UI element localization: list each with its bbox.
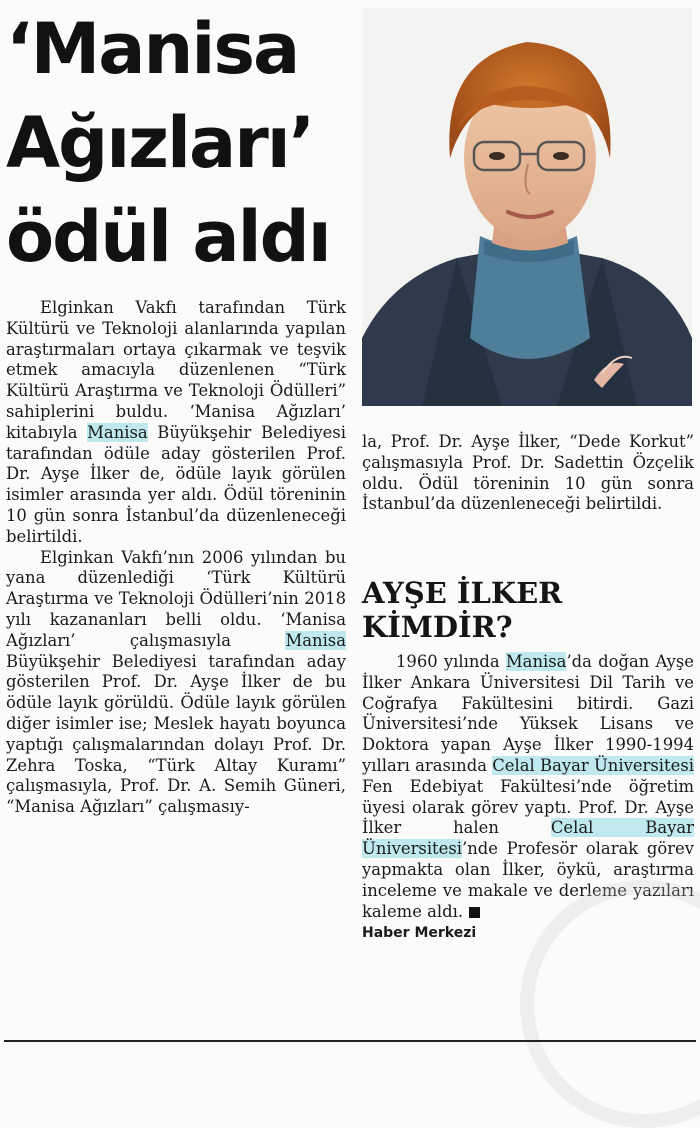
- bio-text-2: ’da doğan Ayşe İlker Ankara Üniversitesi Dil Tarih ve Coğrafya Fakültesini bitirdi. Gazi Üniversitesi’nde Yüksek Lisans ve Doktora yapan Ayşe İlker 1990-1994 yılları arasında: [362, 652, 694, 775]
- paragraph-1: [6, 298, 346, 548]
- byline: Haber Merkezi: [362, 925, 477, 942]
- highlight-manisa-1: Manisa: [87, 422, 148, 442]
- paragraph-2-text-b: Büyükşehir Belediyesi tarafından aday gösterilen Prof. Dr. Ayşe İlker de bu ödüle layık görüldü. Ödüle layık görülen diğer isimler ise; Meslek hayatı boyunca yaptığı çalışmalarından dolayı Prof. Dr. Zehra Toska, “Türk Altay Kuramı” çalışmasıyla, Prof. Dr. A. Semih Güneri, “Manisa Ağızları” çalışmasıy-: [6, 651, 346, 817]
- article-column-2: [362, 432, 694, 515]
- portrait-illustration: [362, 8, 692, 406]
- article-column-1: [6, 298, 346, 818]
- headline: [6, 2, 358, 284]
- headline-line-2: Ağızları’: [6, 102, 314, 184]
- bio-text-3: Fen Edebiyat Fakültesi’nde öğretim üyesi olarak görev yaptı. Prof. Dr. Ayşe İlker halen: [362, 776, 694, 838]
- highlight-manisa-2: Manisa: [285, 630, 346, 650]
- bio-text-4: ’nde Profesör olarak görev yapmakta olan İlker, öykü, araştırma inceleme ve makale ve derleme yazıları kaleme aldı.: [362, 839, 694, 921]
- subheading-line-2: KİMDİR?: [362, 610, 513, 644]
- headline-line-3: ödül aldı: [6, 196, 330, 278]
- highlight-university-1: Celal Bayar Üniversitesi: [492, 755, 694, 775]
- paragraph-1-text-a: Elginkan Vakfı tarafından Türk Kültürü ve Teknoloji alanlarında yapılan araştırmaları ortaya çıkarmak ve teşvik etmek amacıyla düzenlenen “Türk Kültürü Araştırma ve Teknoloji Ödülleri” sahiplerini buldu. ‘Manisa Ağızları’ kitabıyla: [6, 298, 346, 442]
- paragraph-2: [6, 548, 346, 818]
- end-mark-icon: [469, 907, 480, 918]
- highlight-university-2: Celal Bayar Üniversitesi: [362, 818, 694, 859]
- headline-line-1: ‘Manisa: [6, 8, 299, 90]
- portrait-photo: [362, 8, 692, 406]
- paragraph-2-text-a: Elginkan Vakfı’nın 2006 yılından bu yana düzenlediği ‘Türk Kültürü Araştırma ve Teknoloji Ödülleri’nin 2018 yılı kazananları belli oldu. ‘Manisa Ağızları’ çalışmasıyla: [6, 547, 346, 650]
- paragraph-3: la, Prof. Dr. Ayşe İlker, “Dede Korkut” çalışmasıyla Prof. Dr. Sadettin Özçelik oldu. Ödül töreninin 10 gün sonra İstanbul’da düzenleneceği belirtildi.: [362, 432, 694, 514]
- bio-text-1: 1960 yılında: [396, 652, 500, 671]
- highlight-manisa-3: Manisa: [505, 652, 567, 671]
- paragraph-1-text-b: Büyükşehir Belediyesi tarafından ödüle aday gösterilen Prof. Dr. Ayşe İlker de, ödüle layık görülen isimler arasında yer aldı. Ödül töreninin 10 gün sonra İstanbul’da düzenleneceği belirtildi.: [6, 422, 346, 546]
- subheading-line-1: AYŞE İLKER: [362, 576, 563, 610]
- subheading: [362, 576, 692, 644]
- bottom-rule: [4, 1040, 696, 1042]
